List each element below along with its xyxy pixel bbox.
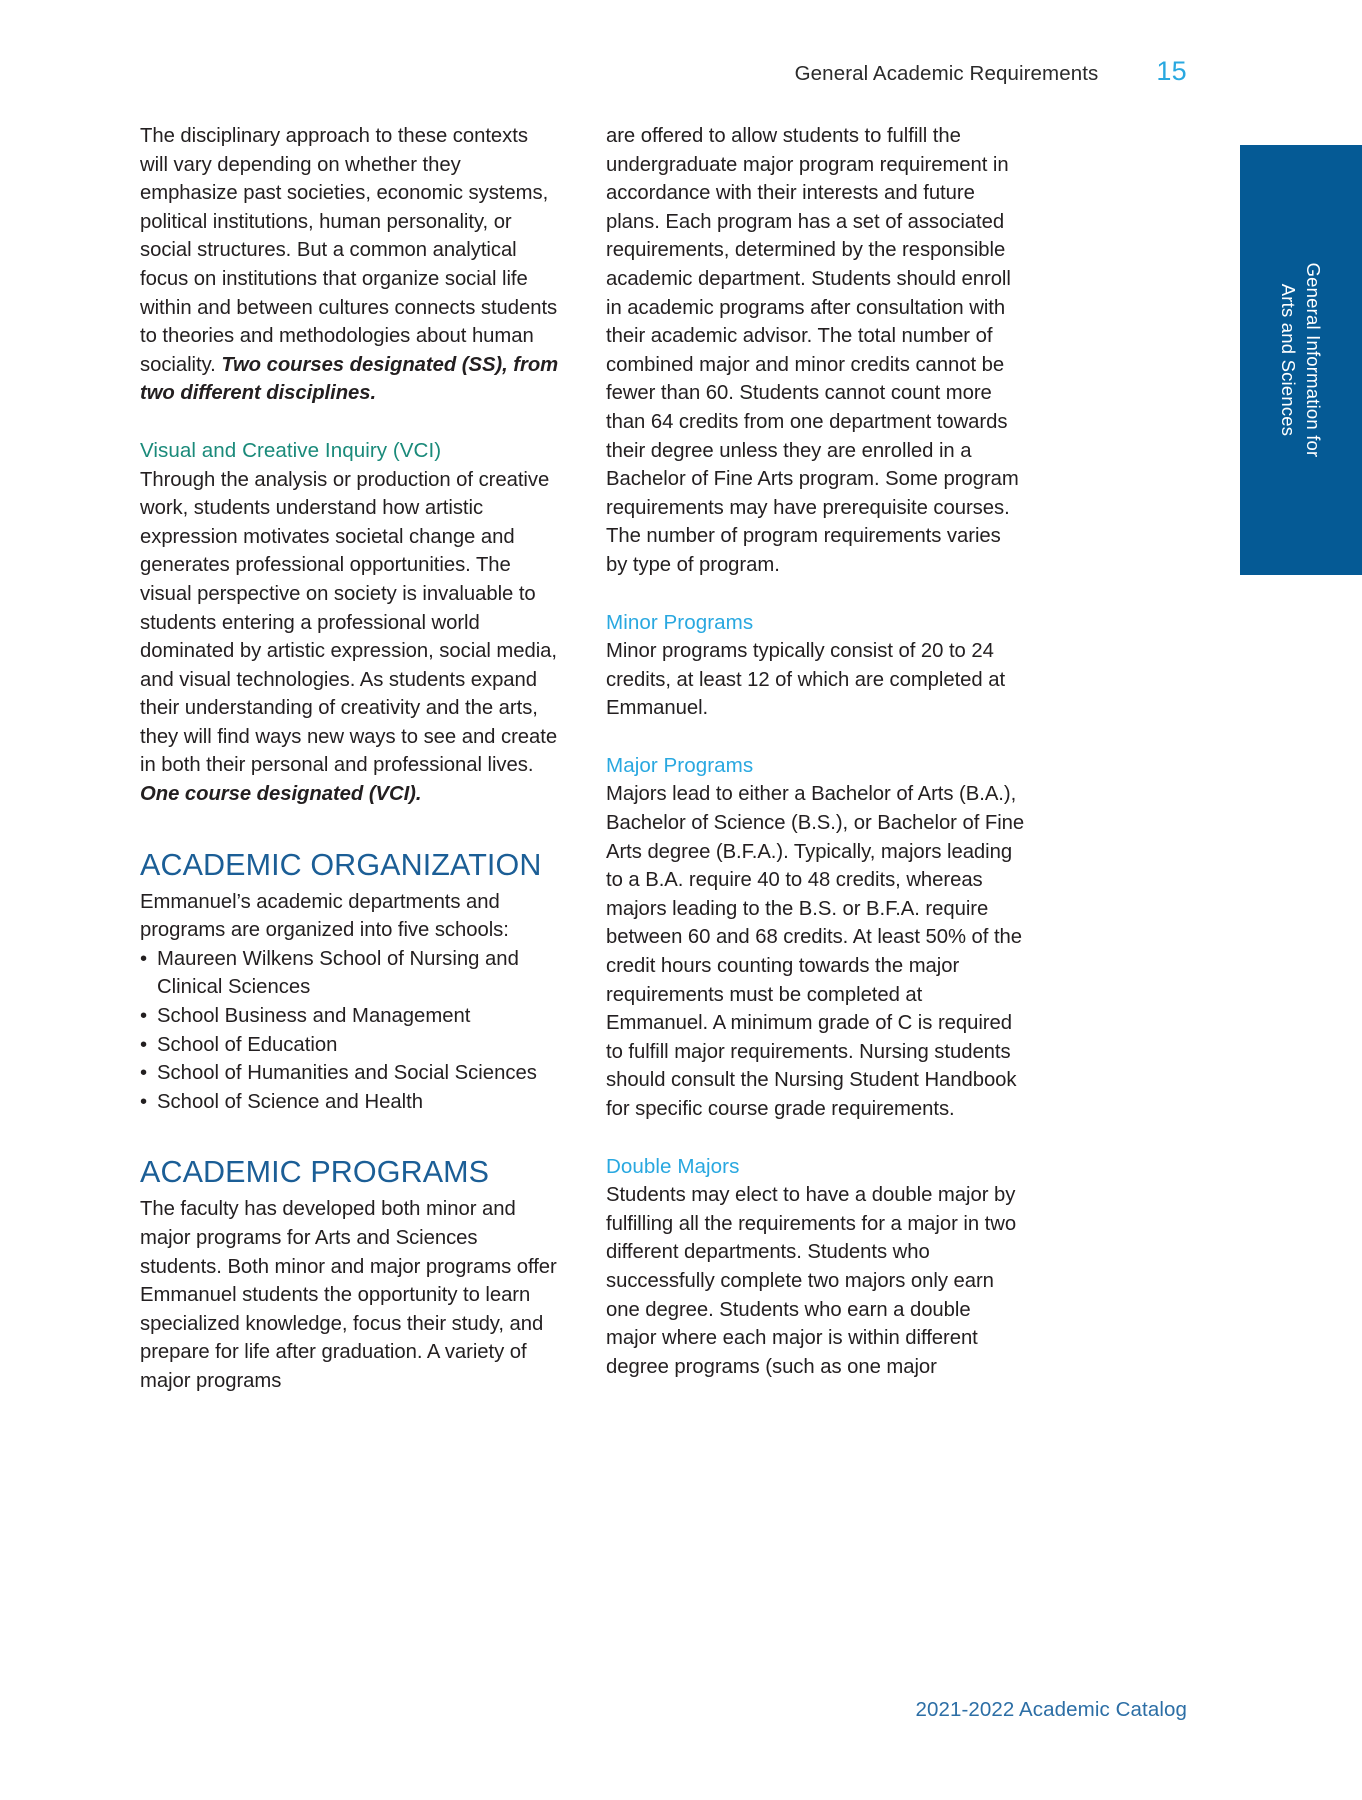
schools-list [140, 945, 559, 1117]
side-tab-label-line-2: Arts and Sciences [1278, 283, 1299, 437]
list-item: • Maureen Wilkens School of Nursing and Clinical Sciences [140, 945, 559, 1002]
heading-academic-programs: ACADEMIC PROGRAMS [140, 1155, 490, 1190]
paragraph-disciplinary-approach [140, 122, 559, 408]
heading-visual-creative-inquiry: Visual and Creative Inquiry (VCI) [140, 438, 442, 462]
body-columns [140, 122, 1025, 1396]
heading-minor-programs: Minor Programs [606, 610, 754, 634]
paragraph-minor-programs: Minor programs typically consist of 20 to 24 credits, at least 12 of which are completed at Emmanuel. [606, 640, 1006, 720]
list-item: • School of Science and Health [140, 1088, 559, 1117]
left-column [140, 122, 559, 1396]
paragraph-vci [140, 466, 559, 809]
page-number: 15 [1156, 56, 1187, 86]
list-item: • School Business and Management [140, 1002, 559, 1031]
running-head-title: General Academic Requirements [794, 62, 1099, 85]
heading-double-majors: Double Majors [606, 1154, 740, 1178]
running-head [140, 56, 1187, 96]
list-item: • School of Humanities and Social Sciences [140, 1059, 559, 1088]
paragraph-vci-emphasis: One course designated (VCI). [140, 783, 422, 806]
paragraph-program-requirements: are offered to allow students to fulfill the undergraduate major program requirement in accordance with their interests and future plans. Each program has a set of associated requirements, determined by the responsible academic department. Students should enroll in academic programs after consultation with their academic advisor. The total number of combined major and minor credits cannot be fewer than 60. Students cannot count more than 64 credits from one department towards their degree unless they are enrolled in a Bachelor of Fine Arts program. Some program requirements may have prerequisite courses. The number of program requirements varies by type of program. [606, 125, 1019, 576]
list-item: • School of Education [140, 1031, 559, 1060]
side-tab-label [1276, 150, 1326, 570]
paragraph-vci-text: Through the analysis or production of creative work, students understand how artistic expression motivates societal change and generates professional opportunities. The visual perspective on society is invaluable to students entering a professional world dominated by artistic expression, social media, and visual technologies. As students expand their understanding of creativity and the arts, they will find ways new ways to see and create in both their personal and professional lives. [140, 468, 558, 777]
footer-catalog-year: 2021-2022 Academic Catalog [915, 1698, 1187, 1721]
paragraph-disciplinary-approach-emphasis: Two courses designated (SS), from two different disciplines. [140, 353, 559, 405]
heading-academic-organization: ACADEMIC ORGANIZATION [140, 847, 542, 882]
paragraph-major-programs: Majors lead to either a Bachelor of Arts (B.A.), Bachelor of Science (B.S.), or Bachelor of Fine Arts degree (B.F.A.). Typically, majors leading to a B.A. require 40 to 48 credits, whereas majors leading to the B.S. or B.F.A. require between 60 and 68 credits. At least 50% of the credit hours counting towards the major requirements must be completed at Emmanuel. A minimum grade of C is required to fulfill major requirements. Nursing students should consult the Nursing Student Handbook for specific course grade requirements. [606, 783, 1025, 1120]
heading-major-programs: Major Programs [606, 753, 754, 777]
side-tab-label-line-1: General Information for [1303, 262, 1324, 458]
paragraph-disciplinary-approach-text: The disciplinary approach to these contexts will vary depending on whether they emphasize past societies, economic systems, political institutions, human personality, or social structures. But a common analytical focus on institutions that organize social life within and between cultures connects students to theories and methodologies about human sociality. [140, 125, 558, 376]
paragraph-academic-programs: The faculty has developed both minor and major programs for Arts and Sciences students. Both minor and major programs offer Emmanuel students the opportunity to learn specialized knowledge, focus their study, and prepare for life after graduation. A variety of major programs [140, 1198, 557, 1392]
paragraph-double-majors: Students may elect to have a double major by fulfilling all the requirements for a major in two different departments. Students who successfully complete two majors only earn one degree. Students who earn a double major where each major is within different degree programs (such as one major [606, 1184, 1017, 1378]
side-tab [1240, 145, 1362, 575]
paragraph-academic-organization-intro: Emmanuel’s academic departments and programs are organized into five schools: [140, 890, 509, 942]
right-column [606, 122, 1025, 1396]
